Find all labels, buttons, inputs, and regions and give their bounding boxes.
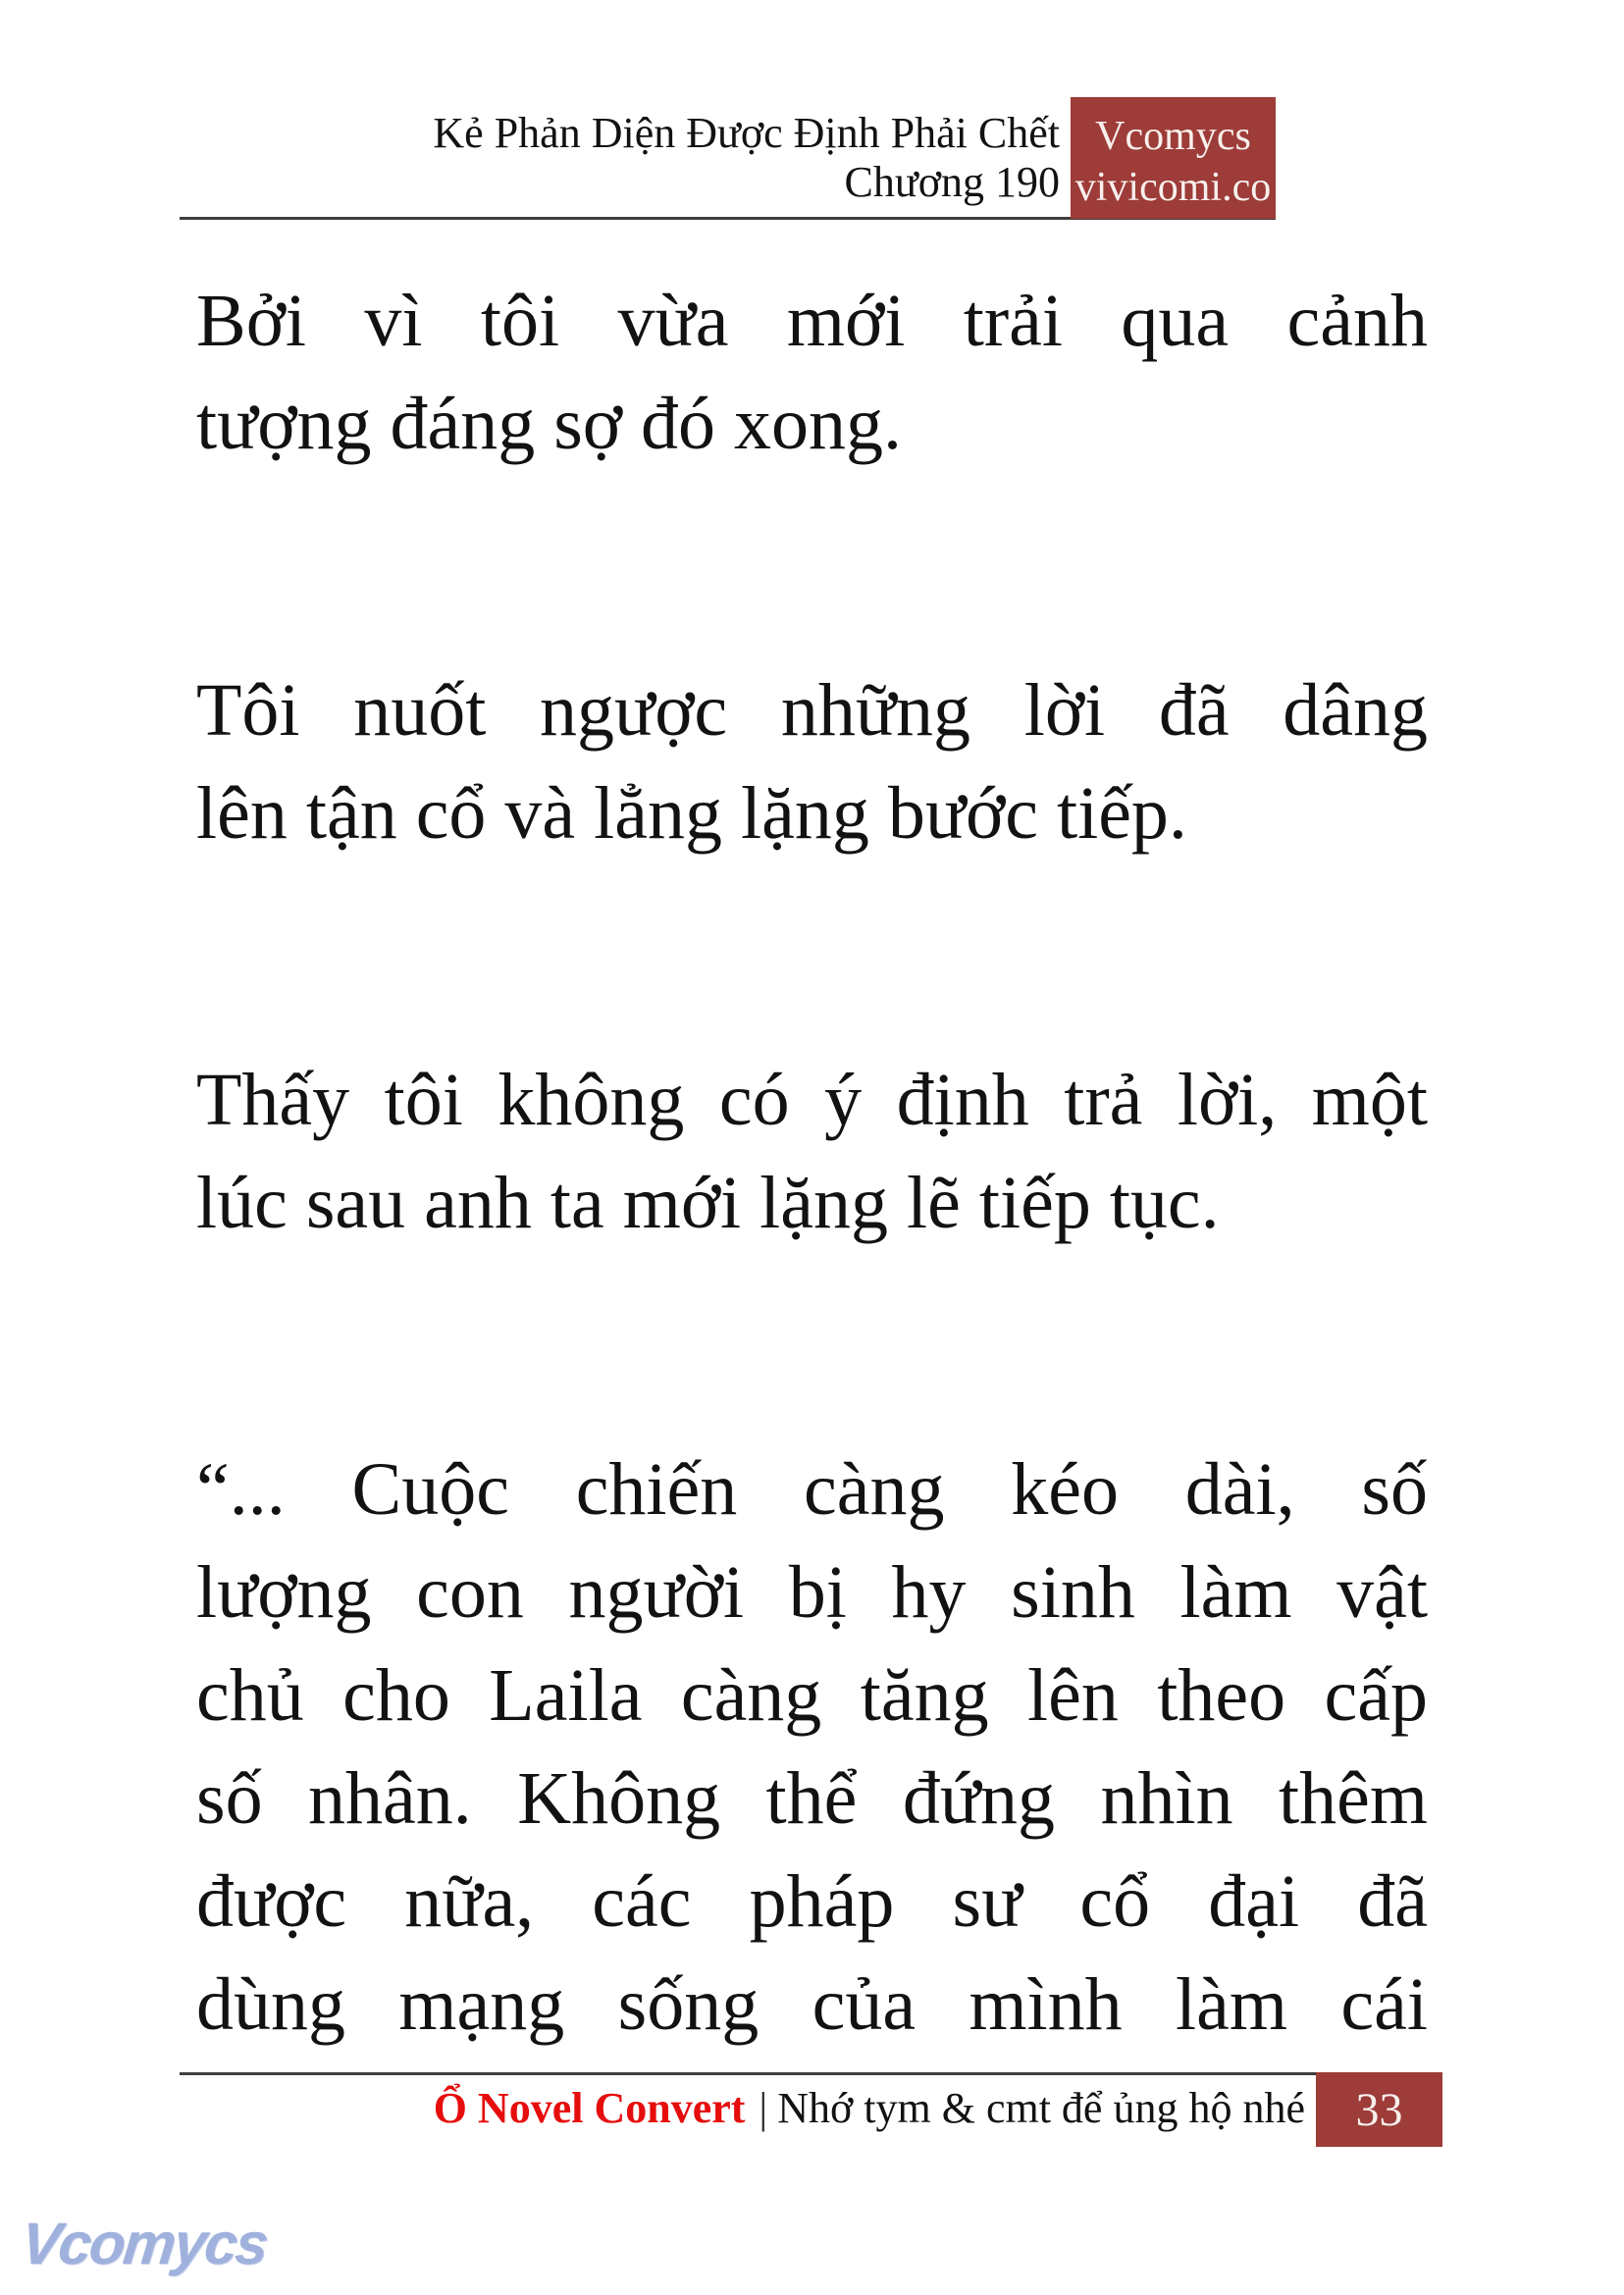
page-number-badge [1316, 2072, 1442, 2147]
chapter-label: Chương 190 [844, 158, 1060, 206]
page-number: 33 [1355, 2083, 1403, 2136]
paragraph [196, 1049, 1428, 1255]
footer-brand: Ổ Novel Convert [433, 2084, 746, 2132]
book-title: Kẻ Phản Diện Được Định Phải Chết [433, 109, 1060, 157]
text-line: “... Cuộc chiến càng kéo dài, số [196, 1448, 1428, 1531]
text-line: số nhân. Không thể đứng nhìn thêm [196, 1757, 1428, 1840]
page-footer [180, 2079, 1305, 2138]
body-text [196, 270, 1428, 2240]
text-line: Bởi vì tôi vừa mới trải qua cảnh [196, 280, 1428, 362]
paragraph [196, 659, 1428, 865]
footer-note: Nhớ tym & cmt để ủng hộ nhé [777, 2084, 1305, 2132]
text-line: dùng mạng sống của mình làm cái [196, 1963, 1428, 2046]
text-line: được nữa, các pháp sư cổ đại đã [196, 1860, 1428, 1943]
text-line: chủ cho Laila càng tăng lên theo cấp [196, 1654, 1428, 1737]
paragraph [196, 270, 1428, 476]
text-line: lúc sau anh ta mới lặng lẽ tiếp tục. [196, 1162, 1220, 1244]
brand-site: vivicomi.co [1074, 165, 1272, 210]
text-line: Tôi nuốt ngược những lời đã dâng [196, 669, 1428, 752]
vcomycs-logo: Vcomycs [18, 2211, 271, 2276]
footer-divider [180, 2072, 1316, 2075]
text-line: lên tận cổ và lẳng lặng bước tiếp. [196, 772, 1187, 855]
footer-separator: | [759, 2084, 768, 2132]
brand-badge [1071, 97, 1276, 219]
text-line: lượng con người bị hy sinh làm vật [196, 1551, 1428, 1634]
page-header [433, 109, 1060, 207]
paragraph [196, 1438, 1428, 2057]
text-line: Thấy tôi không có ý định trả lời, một [196, 1059, 1428, 1141]
brand-name: Vcomycs [1095, 114, 1251, 159]
text-line: tượng đáng sợ đó xong. [196, 383, 902, 465]
